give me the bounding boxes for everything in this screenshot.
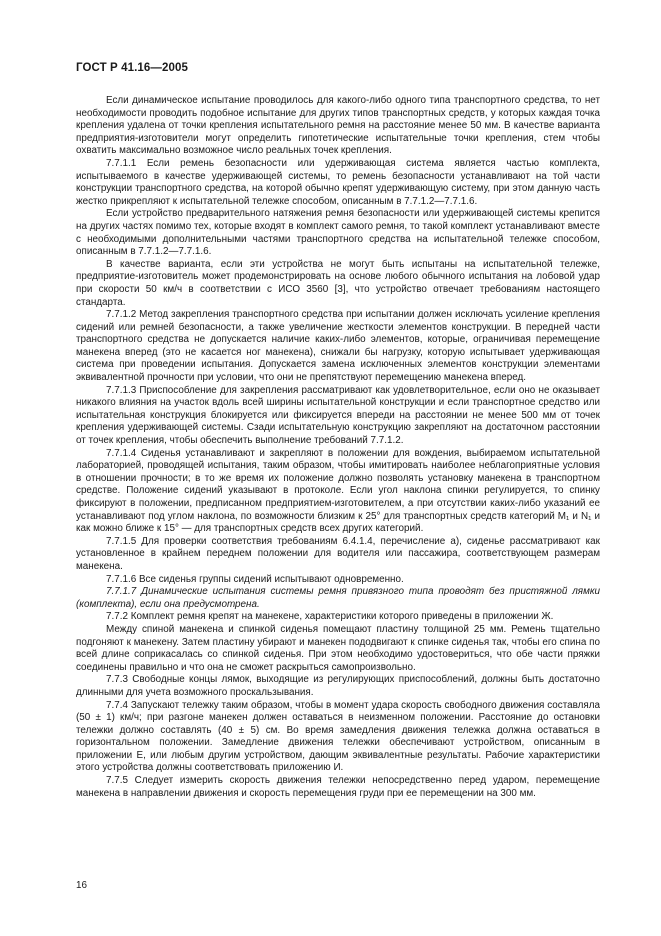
paragraph: 7.7.5 Следует измерить скорость движения тележки непосредственно перед ударом, перемещение манекена в направлении движения и скорость перемещения груди при ее перемещении на 300 мм. [76,775,600,799]
paragraph: 7.7.2 Комплект ремня крепят на манекене, характеристики которого приведены в приложении Ж. [106,611,554,623]
paragraph-italic: 7.7.1.7 Динамические испытания системы ремня привязного типа проводят без пристяжной лямки (комплекта), если она предусмотрена. [76,586,600,610]
paragraph: В качестве варианта, если эти устройства не могут быть испытаны на испытательной тележке, предприятие-изготовитель может продемонстрировать на основе любого обычного испытания на лобовой удар при скорости 50 км/ч в соответствии с ИСО 3560 [3], что устройство отвечает требованиям настоящего стандарта. [76,258,600,308]
paragraph: 7.7.1.2 Метод закрепления транспортного средства при испытании должен исключать усиление крепления сидений или ремней безопасности, а также увеличение жесткости элементов конструкции. В передней части транспортного средства не допускается наличие каких-либо элементов, которые, ограничивая перемещение манекена вперед (это не касается ног манекена), снижали бы нагрузку, которую испытывает удерживающая система при проведении испытания. Допускается замена исключенных элементов конструкции элементами эквивалентной прочности при условии, что они не препятствуют перемещению манекена вперед. [76,309,600,384]
paragraph: 7.7.4 Запускают тележку таким образом, чтобы в момент удара скорость свободного движения составляла (50 ± 1) км/ч; при разгоне манекен должен оставаться в неизменном положении. Расстояние до остановки тележки должно составлять (40 ± 5) см. Во время замедления движения тележка должна оставаться в горизонтальном положении. Замедление движения тележки обеспечивают устройством, описанным в приложении Е, или любым другим устройством, дающим эквивалентные результаты. Рабочие характеристики этого устройства должны соответствовать приложению И. [76,699,600,774]
document-body [76,95,600,800]
paragraph: 7.7.3 Свободные концы лямок, выходящие из регулирующих приспособлений, должны быть достаточно длинными для учета возможного проскальзывания. [76,674,600,698]
paragraph: Между спиной манекена и спинкой сиденья помещают пластину толщиной 25 мм. Ремень тщательно подгоняют к манекену. Затем пластину убирают и манекен пододвигают к спинке сиденья так, чтобы его спина по всей длине соприкасалась со спинкой сиденья. При этом необходимо удостовериться, что обе части пряжки соединены правильно и что она не сможет раскрыться самопроизвольно. [76,623,600,673]
paragraph: 7.7.1.6 Все сиденья группы сидений испытывают одновременно. [106,573,404,585]
paragraph: Если устройство предварительного натяжения ремня безопасности или удерживающей системы крепится на других частях помимо тех, которые входят в комплект самого ремня, то такой комплект устанавливают вместе с необходимыми дополнительными частями транспортного средства на испытательной тележке способом, описанным в 7.7.1.2—7.7.1.6. [76,208,600,258]
document-header: ГОСТ Р 41.16—2005 [76,62,188,74]
paragraph: Если динамическое испытание проводилось для какого-либо одного типа транспортного средства, то нет необходимости проводить подобное испытание для других типов транспортных средств, у которых каждая точка крепления удалена от точки крепления испытательного ремня на расстояние менее 50 мм. В качестве варианта предприятия-изготовители могут определить гипотетические испытательные точки крепления, стем чтобы охватить максимально возможное число реальных точек крепления. [76,95,600,157]
paragraph: 7.7.1.5 Для проверки соответствия требованиям 6.4.1.4, перечисление а), сиденье рассматривают как установленное в крайнем переднем положении для водителя или пассажира, соответствующем размерам манекена. [76,535,600,572]
paragraph: 7.7.1.3 Приспособление для закрепления рассматривают как удовлетворительное, если оно не оказывает никакого влияния на участок вдоль всей ширины испытательной конструкции и если транспортное средство или испытательная конструкция блокируется или фиксируется впереди на расстоянии не менее 500 мм от точек крепления удерживающей системы. Сзади испытательную конструкцию закрепляют на достаточном расстоянии от точек крепления, чтобы обеспечить выполнение требований 7.7.1.2. [76,384,600,447]
paragraph: 7.7.1.1 Если ремень безопасности или удерживающая система является частью комплекта, испытываемого в качестве удерживающей системы, то ремень безопасности устанавливают на той части конструкции транспортного средства, на которой обычно крепят удерживающую систему, при этом данную часть жестко прикрепляют к испытательной тележке способом, описанным в 7.7.1.2—7.7.1.6. [76,157,600,207]
page-number: 16 [76,880,87,891]
paragraph: 7.7.1.4 Сиденья устанавливают и закрепляют в положении для вождения, выбираемом испытательной лабораторией, проводящей испытания, таким образом, чтобы имитировать наиболее неблагоприятные условия в отношении прочности; в то же время их положение должно позволять установку манекена в транспортном средстве. Положение сидений указывают в протоколе. Если угол наклона спинки регулируется, то спинку фиксируют в положении, предписанном предприятием-изготовителем, а при отсутствии каких-либо указаний ее устанавливают под углом наклона, по возможности близким к 25° для транспортных средств категорий M₁ и N₁ и как можно ближе к 15° — для транспортных средств всех других категорий. [76,447,600,535]
